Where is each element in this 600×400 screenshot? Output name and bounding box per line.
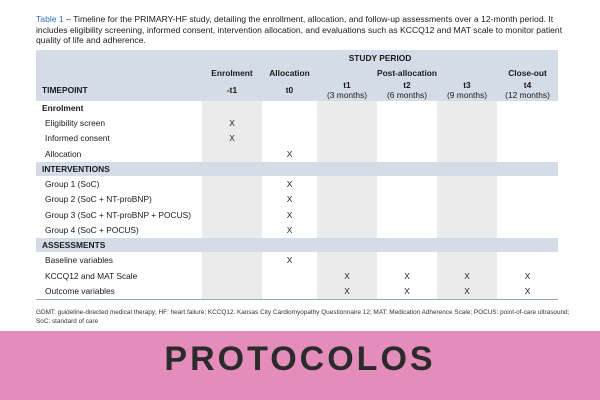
table-row: [36, 191, 558, 207]
phase-allocation: Allocation: [269, 67, 310, 78]
mark-cell: [377, 252, 437, 268]
table-row: [36, 115, 558, 131]
mark-cell: [497, 146, 558, 162]
table-footnote: GDMT: guideline-directed medical therapy; HF: heart failure; KCCQ12: Kansas City Cardiomyopathy Questionnaire 12; MAT: Medication Adherence Scale; POCUS: point-of-care ultrasound; SoC: standard of care: [36, 309, 570, 325]
mark-cell: X: [437, 268, 497, 284]
table-row: [36, 283, 558, 299]
mark-cell: [317, 191, 377, 207]
mark-cell: [437, 131, 497, 147]
row-label: Group 4 (SoC + POCUS): [45, 225, 139, 236]
timepoint-cell: t0: [285, 84, 294, 95]
mark-cell: [262, 268, 317, 284]
table-row: [36, 207, 558, 223]
mark-cell: [437, 207, 497, 223]
row-label: Allocation: [45, 148, 82, 159]
mark-cell: [202, 176, 262, 192]
table-row: [36, 252, 558, 268]
mark-cell: [497, 131, 558, 147]
mark-cell: X: [317, 283, 377, 299]
table-row: [36, 268, 558, 284]
mark-cell: [202, 146, 262, 162]
mark-cell: X: [286, 194, 293, 205]
mark-cell: [262, 131, 317, 147]
table-row: [36, 131, 558, 147]
mark-cell: [497, 191, 558, 207]
mark-cell: [317, 223, 377, 239]
study-period-header: STUDY PERIOD: [348, 52, 412, 63]
mark-cell: X: [377, 283, 437, 299]
mark-cell: [317, 252, 377, 268]
table-row: [36, 176, 558, 192]
mark-cell: [437, 191, 497, 207]
table-row: [36, 223, 558, 239]
mark-cell: [377, 207, 437, 223]
timepoint-cell: -t1: [226, 84, 238, 95]
table-row: [36, 146, 558, 162]
mark-cell: [497, 176, 558, 192]
mark-cell: [202, 252, 262, 268]
mark-cell: [497, 207, 558, 223]
banner-title: PROTOCOLOS: [164, 340, 436, 378]
protocol-timeline-table: [36, 50, 558, 300]
section-title: Enrolment: [42, 103, 84, 113]
mark-cell: X: [286, 209, 293, 220]
row-label: Eligibility screen: [45, 117, 106, 128]
mark-cell: X: [286, 225, 293, 236]
mark-cell: [317, 146, 377, 162]
mark-cell: [202, 207, 262, 223]
mark-cell: [262, 115, 317, 131]
section-interventions: [36, 162, 558, 176]
mark-cell: [377, 131, 437, 147]
mark-cell: [202, 283, 262, 299]
mark-cell: X: [286, 178, 293, 189]
timepoint-cell: t3 (9 months): [446, 80, 488, 100]
mark-cell: [317, 115, 377, 131]
mark-cell: [202, 223, 262, 239]
mark-cell: X: [286, 254, 293, 265]
timepoint-cell: t2 (6 months): [386, 80, 428, 100]
section-assessments: [36, 238, 558, 252]
row-label: Group 1 (SoC): [45, 178, 100, 189]
mark-cell: X: [497, 283, 558, 299]
phase-row: [36, 65, 558, 80]
mark-cell: [437, 176, 497, 192]
mark-cell: [437, 146, 497, 162]
mark-cell: X: [286, 148, 293, 159]
mark-cell: [202, 268, 262, 284]
timepoint-cell: t4 (12 months): [505, 80, 550, 100]
section-enrolment: [36, 101, 558, 115]
section-title: INTERVENTIONS: [36, 162, 558, 176]
protocolos-banner: [0, 331, 600, 400]
timepoint-row: [36, 80, 558, 101]
mark-cell: X: [524, 270, 531, 281]
mark-cell: [497, 223, 558, 239]
mark-cell: [377, 176, 437, 192]
row-label: Group 3 (SoC + NT-proBNP + POCUS): [45, 209, 191, 220]
mark-cell: [497, 252, 558, 268]
mark-cell: [437, 115, 497, 131]
phase-enrolment: Enrolment: [211, 67, 253, 78]
mark-cell: [317, 207, 377, 223]
mark-cell: [317, 176, 377, 192]
mark-cell: X: [202, 131, 262, 147]
mark-cell: X: [404, 270, 410, 281]
mark-cell: [377, 115, 437, 131]
mark-cell: [437, 252, 497, 268]
caption-text: – Timeline for the PRIMARY-HF study, detailing the enrollment, allocation, and follow-up assessments over a 12-month period. It includes eligibility screening, informed consent, intervention allocation, and evaluations such as KCCQ12 and MAT scale to monitor patient quality of life and adherence.: [36, 14, 563, 46]
row-label: Outcome variables: [36, 283, 202, 299]
table-number: Table 1: [36, 14, 64, 24]
mark-cell: [317, 131, 377, 147]
mark-cell: [437, 223, 497, 239]
mark-cell: [262, 283, 317, 299]
mark-cell: [202, 191, 262, 207]
mark-cell: [377, 191, 437, 207]
row-label: Baseline variables: [45, 254, 113, 265]
mark-cell: X: [437, 283, 497, 299]
row-label: Informed consent: [45, 133, 110, 144]
study-period-row: [36, 50, 558, 65]
mark-cell: [377, 146, 437, 162]
timepoint-label: TIMEPOINT: [42, 84, 88, 95]
row-label: Group 2 (SoC + NT-proBNP): [45, 194, 152, 205]
phase-close-out: Close-out: [508, 67, 547, 78]
mark-cell: X: [202, 115, 262, 131]
timepoint-cell: t1 (3 months): [326, 80, 368, 100]
phase-post-allocation: Post-allocation: [376, 67, 438, 78]
mark-cell: [377, 223, 437, 239]
mark-cell: X: [317, 268, 377, 284]
row-label: KCCQ12 and MAT Scale: [45, 270, 138, 281]
section-title: ASSESSMENTS: [36, 238, 558, 252]
mark-cell: [497, 115, 558, 131]
table-caption: [36, 14, 576, 46]
